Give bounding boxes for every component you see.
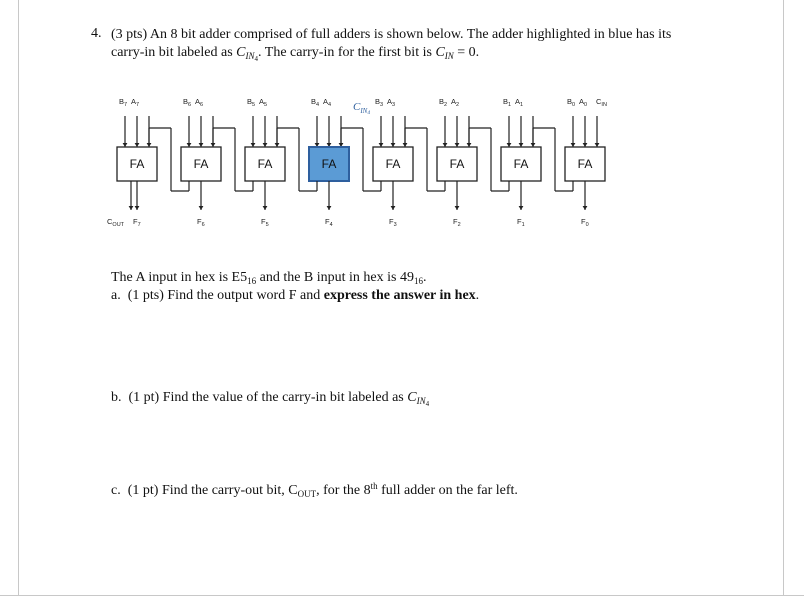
arrow-f7 [135, 206, 140, 210]
label-a7: $A_7$ [131, 97, 140, 108]
arrow-f5 [263, 206, 268, 210]
label-f3: $F_3$ [389, 217, 397, 228]
input-a-text: The A input in hex is E5 [111, 270, 248, 285]
page-border-left [18, 0, 19, 596]
part-b-points: (1 pt) [128, 390, 160, 405]
full-adder-label: FA [129, 157, 145, 171]
question-intro-text-2c: = 0. [457, 45, 480, 60]
part-a-letter: a. [111, 288, 121, 303]
cin4-symbol: $C_{IN_4}$ [236, 45, 259, 63]
label-cout: $C_{OUT}$ [107, 217, 125, 228]
full-adder-label: FA [577, 157, 593, 171]
label-a0: $A_0$ [579, 97, 588, 108]
part-c-superscript: th [370, 481, 378, 491]
part-c-text-1: Find the carry-out bit, C [161, 483, 298, 498]
arrow-f1 [519, 206, 524, 210]
full-adder-label: FA [449, 157, 465, 171]
part-b-text: Find the value of the carry-in bit labeled as [162, 390, 404, 405]
arrow-f0 [583, 206, 588, 210]
label-f7: $F_7$ [133, 217, 141, 228]
part-c-points: (1 pt) [127, 483, 159, 498]
label-b1: $B_1$ [503, 97, 512, 108]
question-intro-text-1: An 8 bit adder comprised of full adders is shown below. The adder highlighted in blue has its [149, 27, 672, 42]
label-f2: $F_2$ [453, 217, 461, 228]
label-a3: $A_3$ [387, 97, 396, 108]
part-a [111, 287, 479, 304]
label-b5: $B_5$ [247, 97, 256, 108]
question-intro-line-2 [111, 44, 479, 68]
label-b7: $B_7$ [119, 97, 128, 108]
part-c [111, 478, 518, 503]
arrow-cout [129, 206, 134, 210]
part-b [111, 389, 429, 413]
part-c-cout-sub: OUT [297, 489, 317, 499]
part-b-cin4-symbol: $C_{IN_4}$ [407, 390, 430, 408]
part-c-letter: c. [111, 483, 121, 498]
question-number: 4. [91, 26, 102, 41]
full-adder-label: FA [513, 157, 529, 171]
arrow-f6 [199, 206, 204, 210]
inputs-end: . [423, 270, 427, 285]
label-a6: $A_6$ [195, 97, 204, 108]
question-intro-text-2b: . The carry-in for the first bit is [258, 45, 432, 60]
label-b4: $B_4$ [311, 97, 320, 108]
input-a-base: 16 [247, 276, 257, 286]
label-a4: $A_4$ [323, 97, 332, 108]
question-points: (3 pts) [111, 27, 148, 42]
page-border-right [783, 0, 784, 596]
label-cin4: $C_{IN}4$ [353, 101, 371, 116]
full-adder-label: FA [193, 157, 209, 171]
part-c-text-2: , for the 8 [316, 483, 371, 498]
label-b6: $B_6$ [183, 97, 192, 108]
label-a1: $A_1$ [515, 97, 524, 108]
label-f6: $F_6$ [197, 217, 205, 228]
input-b-base: 16 [414, 276, 423, 286]
adder-diagram [105, 88, 625, 228]
label-b0: $B_0$ [567, 97, 576, 108]
input-b-text: and the B input in hex is 49 [259, 270, 414, 285]
full-adder-label: FA [321, 157, 337, 171]
label-f5: $F_5$ [261, 217, 269, 228]
label-f1: $F_1$ [517, 217, 525, 228]
full-adder-label: FA [257, 157, 273, 171]
label-b3: $B_3$ [375, 97, 384, 108]
full-adder-label: FA [385, 157, 401, 171]
label-f0: $F_0$ [581, 217, 589, 228]
question-intro-line-1 [111, 26, 671, 43]
arrow-f2 [455, 206, 460, 210]
part-b-letter: b. [111, 390, 122, 405]
cin-symbol: $C_{IN}$ [435, 45, 454, 61]
arrow-f4 [327, 206, 332, 210]
part-a-end: . [475, 288, 480, 303]
part-a-text: Find the output word F and [167, 288, 321, 303]
part-a-points: (1 pts) [127, 288, 164, 303]
label-a5: $A_5$ [259, 97, 268, 108]
label-f4: $F_4$ [325, 217, 333, 228]
part-c-text-3: full adder on the far left. [381, 483, 518, 498]
label-cin: $C_{IN}$ [596, 97, 607, 108]
question-intro-text-2a: carry-in bit labeled as [111, 45, 233, 60]
label-b2: $B_2$ [439, 97, 448, 108]
label-a2: $A_2$ [451, 97, 460, 108]
part-a-bold-text: express the answer in hex [323, 288, 476, 303]
arrow-f3 [391, 206, 396, 210]
